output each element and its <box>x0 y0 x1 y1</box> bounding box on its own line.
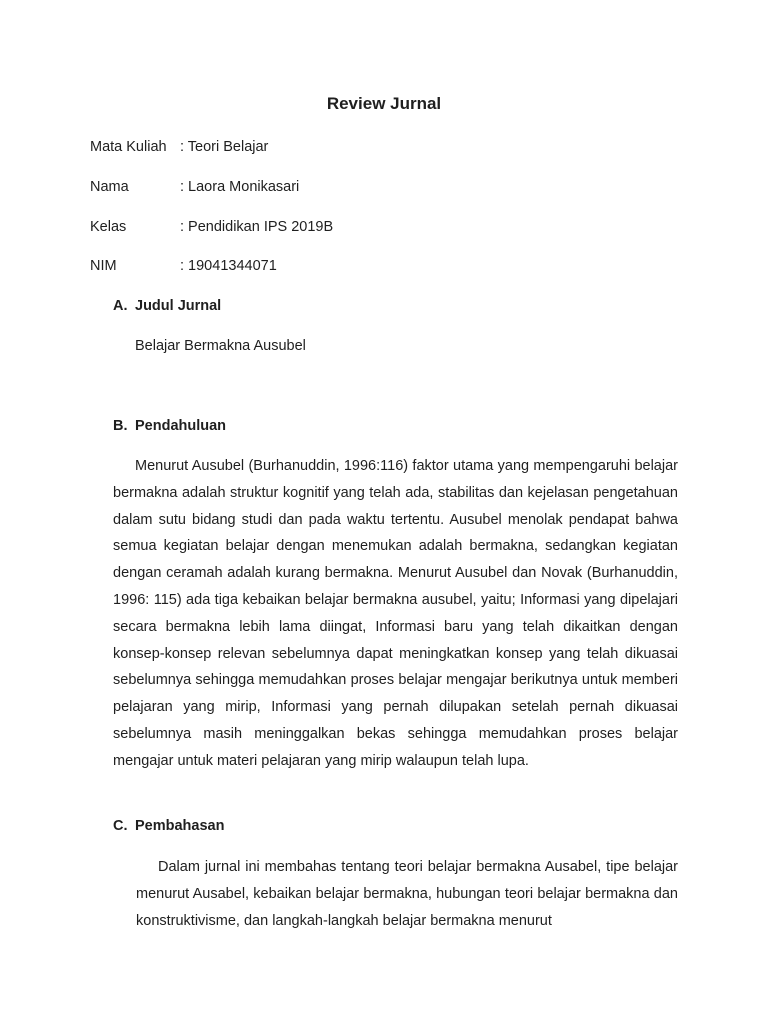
section-a-heading <box>113 298 221 314</box>
document-title: Review Jurnal <box>326 94 442 113</box>
section-title: Pendahuluan <box>135 418 227 434</box>
meta-label: NIM <box>90 258 117 274</box>
meta-label: Nama <box>90 179 129 195</box>
meta-value: : Teori Belajar <box>180 139 269 155</box>
meta-value: : Laora Monikasari <box>180 179 300 195</box>
meta-row-mata-kuliah <box>90 139 268 155</box>
section-letter: C. <box>113 818 128 834</box>
section-letter: A. <box>113 298 128 314</box>
section-b-paragraph: Menurut Ausubel (Burhanuddin, 1996:116) faktor utama yang mempengaruhi belajar bermakna adalah struktur kognitif yang telah ada, stabilitas dan kejelasan pengetahuan dalam sutu bidang studi dan pada waktu tertentu. Ausubel menolak pendapat bahwa semua kegiatan belajar dengan menemukan adalah bermakna, sedangkan kegiatan dengan ceramah adalah kurang bermakna. Menurut Ausubel dan Novak (Burhanuddin, 1996: 115) ada tiga kebaikan belajar bermakna ausubel, yaitu; Informasi yang dipelajari secara bermakna lebih lama diingat, Informasi baru yang telah dikaitkan dengan konsep-konsep relevan sebelumnya dapat meningkatkan konsep yang telah dikuasai sebelumnya sehingga memudahkan proses belajar mengajar berikutnya untuk memberi pelajaran yang mirip, Informasi yang pernah dilupakan setelah pernah dikuasai sebelumnya masih meninggalkan bekas sehingga memudahkan proses belajar mengajar untuk materi pelajaran yang mirip walaupun telah lupa. <box>113 458 678 769</box>
meta-label: Mata Kuliah <box>90 139 167 155</box>
meta-value: : Pendidikan IPS 2019B <box>180 219 334 235</box>
meta-label: Kelas <box>90 219 127 235</box>
section-c-paragraph: Dalam jurnal ini membahas tentang teori belajar bermakna Ausabel, tipe belajar menurut Ausabel, kebaikan belajar bermakna, hubungan teori belajar bermakna dan konstruktivisme, dan langkah-langkah belajar bermakna menurut <box>136 859 678 929</box>
journal-title-text: Belajar Bermakna Ausubel <box>135 338 306 354</box>
meta-value: : 19041344071 <box>180 258 277 274</box>
meta-row-kelas <box>90 219 333 235</box>
section-b-heading <box>113 418 226 434</box>
section-title: Judul Jurnal <box>135 298 222 314</box>
section-letter: B. <box>113 418 128 434</box>
meta-row-nim <box>90 258 277 274</box>
section-title: Pembahasan <box>135 818 225 834</box>
section-c-heading <box>113 818 224 834</box>
meta-row-nama <box>90 179 299 195</box>
